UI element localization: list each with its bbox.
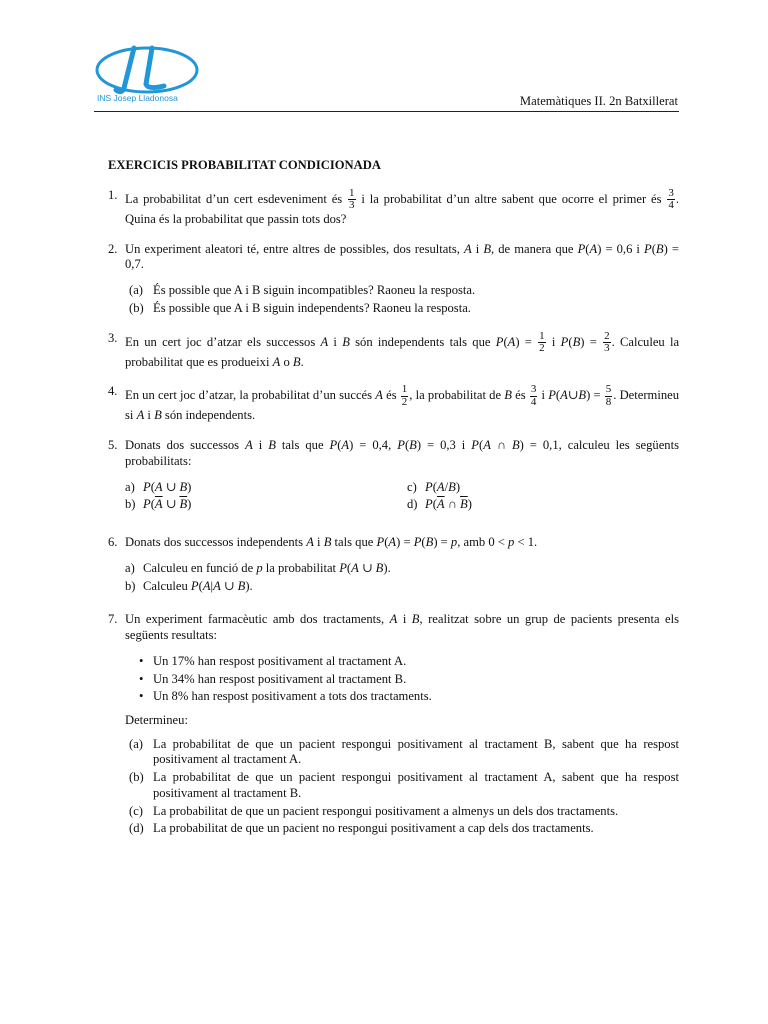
- exercise-2: 2. Un experiment aleatori té, entre altres de possibles, dos resultats, A i B, de manera que P(A) = 0,6 i P(B) = 0,7. (a) És possible que A i B siguin incompatibles? Raoneu la resposta. (b) És possible que A i B siguin independents? Raoneu la resposta.: [108, 241, 679, 315]
- list-item: (d) La probabilitat de que un pacient no respongui positivament a cap dels dos tractaments.: [129, 821, 594, 836]
- list-item: (b) La probabilitat de que un pacient respongui positivament al tractament A, sabent que ha respost positivament al tractament B.: [129, 770, 679, 800]
- list-item: c) P(A/B): [407, 479, 461, 494]
- exercise-4: 4. En un cert joc d’atzar, la probabilitat d’un succés A és $\frac{1}{2}$ , la probabilitat de B és $\frac{3}{4}$ i P(A∪B) = $\frac{5}{8}$ . Determineu si A i B són independents.: [108, 383, 680, 423]
- page-title: EXERCICIS PROBABILITAT CONDICIONADA: [108, 158, 381, 172]
- list-item: (c) La probabilitat de que un pacient respongui positivament a almenys un dels dos tractaments.: [129, 803, 619, 818]
- document-body: [94, 158, 679, 851]
- exercise-3: 3. En un cert joc d’atzar els successos A i B són independents tals que P(A) = $\frac{1}{2}$ i P(B) = $\frac{2}{3}$ . Calculeu la probabilitat que es produeixi A o B.: [108, 329, 680, 369]
- list-item: • Un 34% han respost positivament al tractament B.: [139, 672, 679, 688]
- exercise-1: 1. La probabilitat d’un cert esdeveniment és $\frac{1}{3}$ i la probabilitat d’un altre sabent que ocorre el primer és $\frac{3}{4}$ . Quina és la probabilitat que passin tots dos?: [108, 186, 679, 226]
- determine-label: Determineu:: [125, 712, 188, 727]
- list-item: (a) La probabilitat de que un pacient respongui positivament al tractament B, sabent que ha respost positivament al tractament A.: [129, 736, 679, 767]
- list-item: a) Calculeu en funció de p la probabilitat P(A ∪ B).: [125, 560, 391, 575]
- exercise-number: 5.: [108, 438, 118, 453]
- list-item: b) Calculeu P(A|A ∪ B).: [125, 578, 253, 593]
- exercise-7: 7. Un experiment farmacèutic amb dos tractaments, A i B, realitzat sobre un grup de pacients presenta els següents resultats: • Un 17% han respost positivament al tractament A. • Un 34% han respost positivament al tractament B. • Un 8% han respost positivament a tots dos tractaments. Determineu: (a) La probabilitat de que un pacient respongui positivament al tractament B, sabent que ha respost positivament al tractament A. (b) La probabilitat de que un pacient respongui positivament al tractament A, sabent que ha respost positivament al tractament B. (c) La probabilitat de que un pacient respongui positivament a almenys un dels dos tractaments. (d) La probabilitat de que un pacient no respongui positivament a cap dels dos tractaments.: [94, 612, 679, 837]
- exercise-number: 2.: [108, 241, 118, 256]
- list-item: b) $P(\overline{A}$ ∪ $\overline{B}$): [125, 497, 192, 512]
- school-name: INS Josep Lladonosa: [97, 93, 178, 103]
- exercise-6: 6. Donats dos successos independents A i B tals que P(A) = P(B) = p, amb 0 < p < 1. a) Calculeu en funció de p la probabilitat P(A ∪ B). b) Calculeu P(A|A ∪ B).: [94, 535, 679, 594]
- header-rule: [94, 111, 679, 112]
- list-item: a) P(A ∪ B): [125, 479, 192, 494]
- list-item: (a) És possible que A i B siguin incompatibles? Raoneu la resposta.: [129, 283, 476, 298]
- exercise-number: 4.: [108, 384, 118, 399]
- list-item: • Un 8% han respost positivament a tots dos tractaments.: [139, 689, 679, 705]
- exercise-number: 3.: [108, 330, 118, 345]
- list-item: • Un 17% han respost positivament al tractament A.: [139, 654, 679, 670]
- exercise-5: 5. Donats dos successos A i B tals que P(A) = 0,4, P(B) = 0,3 i P(A ∩ B) = 0,1, calculeu les següents probabilitats: a) P(A ∪ B) c) P(A/B) b) $P(\overline{A}$ ∪ $\overline{B}$) d) $P(\overline{A}$ ∩ $\overline{B}$): [108, 438, 679, 512]
- list-item: d) $P(\overline{A}$ ∩ $\overline{B}$): [407, 497, 472, 512]
- list-item: (b) És possible que A i B siguin independents? Raoneu la resposta.: [129, 300, 471, 315]
- exercise-number: 6.: [108, 535, 118, 550]
- exercise-number: 1.: [108, 187, 118, 202]
- exercise-number: 7.: [108, 612, 118, 627]
- course-title: Matemàtiques II. 2n Batxillerat: [519, 94, 678, 108]
